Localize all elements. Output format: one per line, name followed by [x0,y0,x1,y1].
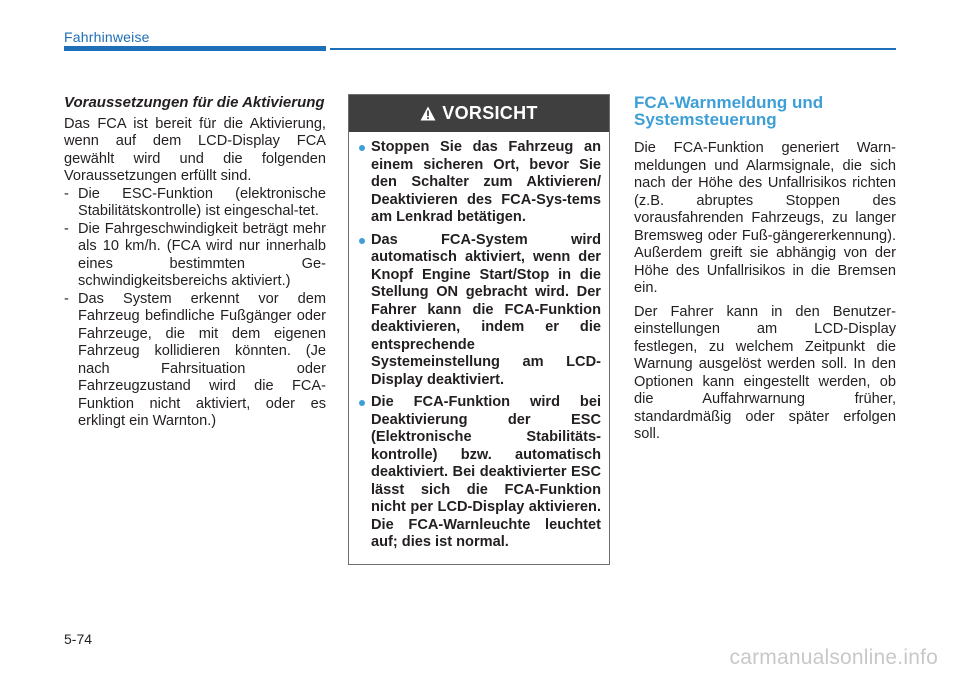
warning-section-title: FCA-Warnmeldung und Systemsteuerung [634,93,824,129]
list-item: - Das System erkennt vor dem Fahrzeug befindliche Fußgänger oder Fahrzeuge, die mit dem eigenen Fahrzeug kollidieren könnten. (Je nach Fahrsituation oder Fahrzeugzustand wird die FCA-Funktion nicht aktiviert, oder es erklingt ein Warnton.) [64,290,326,429]
caution-title: VORSICHT [442,103,538,123]
header-rule-accent [64,46,326,51]
watermark: carmanualsonline.info [729,646,938,669]
page-number: 5-74 [64,631,93,647]
paragraph: Die FCA-Funktion generiert Warn-meldungen und Alarmsignale, die sich nach der Höhe des Unfallrisikos richten (z.B. abruptes Stoppen des vorausfahrenden Fahrzeugs, zu langer Bremsweg oder Fuß-gängererkennung). Außerdem greift sie abhängig von der Höhe des Unfallrisikos in die Bremsen ein. [634,140,896,296]
activation-subheading: Voraussetzungen für die Aktivierung [64,94,325,111]
caution-body [349,132,609,552]
caution-box [348,94,610,565]
list-item: - Die Fahrgeschwindigkeit beträgt mehr als 10 km/h. (FCA wird nur innerhalb eines bestimmten Ge-schwindigkeitsbereichs aktiviert.) [64,220,326,289]
caution-item-text: Die FCA-Funktion wird bei Deaktivierung der ESC (Elektronische Stabilitäts-kontrolle) bzw. automatisch deaktiviert. Bei deaktivierter ESC lässt sich die FCA-Funktion nicht per LCD-Display aktivieren. Die FCA-Warnleuchte leuchtet auf; dies ist normal. [371,394,601,550]
caution-item-text: Das FCA-System wird automatisch aktiviert, wenn der Knopf Engine Start/Stop in die Stellung ON gebracht wird. Der Fahrer kann die FCA-Funktion deaktivieren, indem er die entsprechende Systemeinstellung am LCD-Display deaktiviert. [371,231,601,388]
activation-intro: Das FCA ist bereit für die Aktivierung, wenn auf dem LCD-Display FCA gewählt wird und die folgenden Voraussetzungen erfüllt sind. [64,115,326,184]
list-item-text: Die ESC-Funktion (elektronische Stabilitätskontrolle) ist eingeschal-tet. [78,185,326,219]
list-item [357,139,601,227]
list-item-text: Die Fahrgeschwindigkeit beträgt mehr als 10 km/h. (FCA wird nur innerhalb eines bestimmten Ge-schwindigkeitsbereichs aktiviert.) [78,220,326,289]
list-item: - Die ESC-Funktion (elektronische Stabilitätskontrolle) ist eingeschal-tet. [64,185,326,219]
caution-header [349,95,609,132]
right-column [634,94,896,450]
left-column [64,94,326,431]
section-header-title: Fahrhinweise [64,29,150,45]
bullet-icon [359,145,365,151]
list-item [357,394,601,552]
caution-list [357,139,601,552]
bullet-icon [359,400,365,406]
header-rule-line [330,48,896,50]
activation-conditions-list [64,186,326,431]
list-item-text: Das System erkennt vor dem Fahrzeug befindliche Fußgänger oder Fahrzeuge, die mit dem eigenen Fahrzeug kollidieren könnten. (Je nach Fahrsituation oder Fahrzeugzustand wird die FCA-Funktion nicht aktiviert, oder es erklingt ein Warnton.) [78,290,326,429]
bullet-icon [359,238,365,244]
caution-item-text: Stoppen Sie das Fahrzeug an einem sicheren Ort, bevor Sie den Schalter zum Aktivieren/ Deaktivieren des FCA-Sys-tems am Lenkrad betätigen. [371,139,601,225]
list-item [357,232,601,390]
warning-triangle-icon [420,106,436,121]
paragraph: Der Fahrer kann in den Benutzer-einstellungen am LCD-Display festlegen, zu welchem Zeitpunkt die Warnung ausgelöst werden soll. In den Optionen kann eingestellt werden, ob die Auffahrwarnung früher, standardmäßig oder später erfolgen soll. [634,303,896,442]
